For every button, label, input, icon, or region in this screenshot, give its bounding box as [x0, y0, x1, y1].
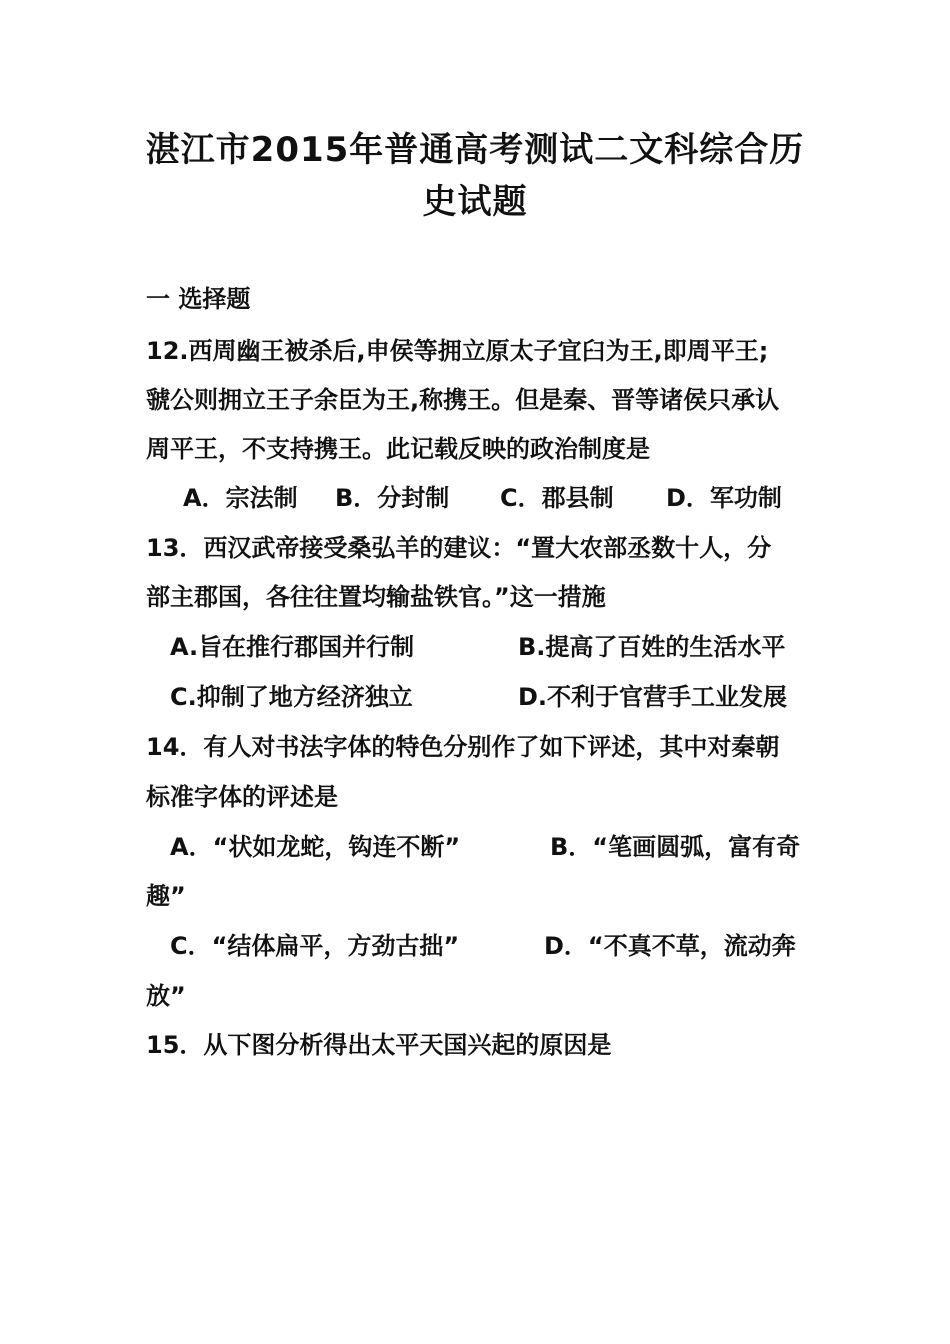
q13-line-2: 部主郡国，各往往置均输盐铁官。”这一措施	[146, 583, 606, 611]
q12-line-3: 周平王，不支持携王。此记载反映的政治制度是	[146, 435, 650, 463]
q12-option-c: C．郡县制	[500, 484, 614, 512]
q12-option-d: D．军功制	[666, 484, 782, 512]
section-heading: 一 选择题	[146, 285, 251, 313]
q13-option-b: B.提高了百姓的生活水平	[518, 633, 786, 661]
q14-line-2: 标准字体的评述是	[146, 783, 338, 811]
q14-line-1: 14．有人对书法字体的特色分别作了如下评述，其中对秦朝	[146, 733, 780, 761]
q15-line-1: 15．从下图分析得出太平天国兴起的原因是	[146, 1031, 612, 1059]
q13-option-c: C.抑制了地方经济独立	[170, 683, 413, 711]
q13-line-1: 13．西汉武帝接受桑弘羊的建议：“置大农部丞数十人，分	[146, 534, 772, 562]
q12-line-2: 虢公则拥立王子余臣为王,称携王。但是秦、晋等诸侯只承认	[146, 386, 780, 414]
document-title-line-2: 史试题	[422, 182, 528, 222]
q13-option-a: A.旨在推行郡国并行制	[170, 633, 415, 661]
q14-option-b: B．“笔画圆弧，富有奇	[550, 833, 801, 861]
q14-option-d: D．“不真不草，流动奔	[544, 932, 796, 960]
q12-line-1: 12.西周幽王被杀后,申侯等拥立原太子宜臼为王,即周平王;	[146, 337, 769, 365]
q13-option-d: D.不利于官营手工业发展	[518, 683, 788, 711]
q12-option-b: B．分封制	[335, 484, 450, 512]
q14-option-b-continuation: 趣”	[146, 882, 186, 910]
document-title-line-1: 湛江市2015年普通高考测试二文科综合历	[145, 130, 805, 170]
q14-option-c: C．“结体扁平，方劲古拙”	[170, 932, 460, 960]
q14-option-d-continuation: 放”	[146, 982, 186, 1010]
q12-option-a: A．宗法制	[183, 484, 298, 512]
q14-option-a: A．“状如龙蛇，钩连不断”	[170, 833, 461, 861]
